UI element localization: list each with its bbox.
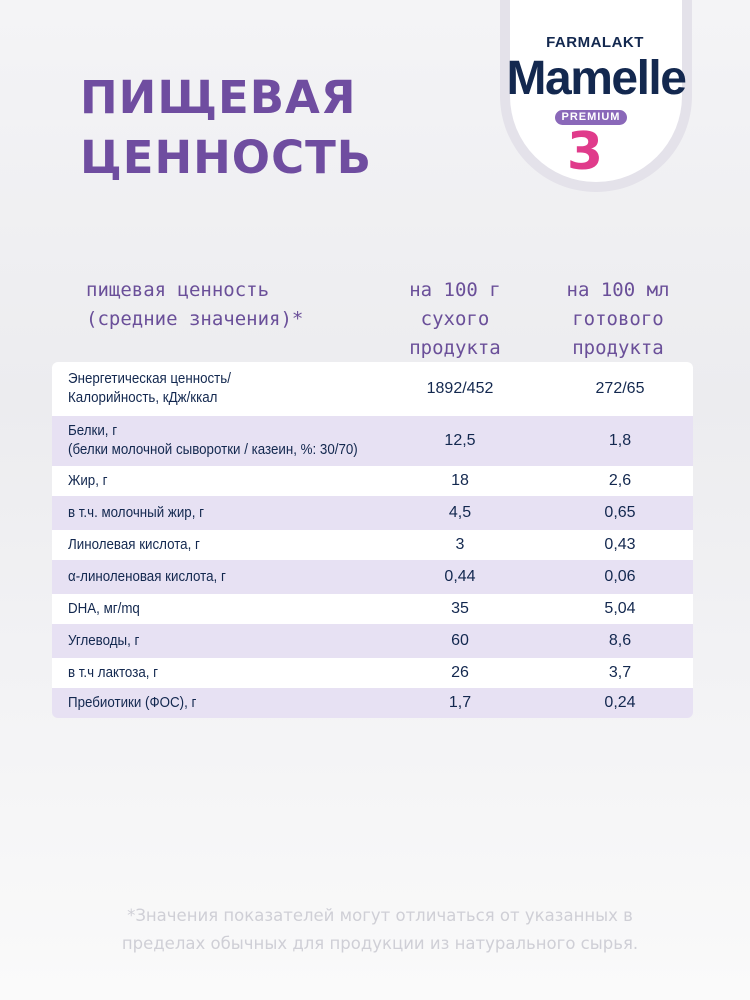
row-value-ready: 8,6 — [608, 632, 632, 649]
row-value-dry: 1892/452 — [426, 380, 494, 397]
footnote-line-2: пределах обычных для продукции из натурального сырья. — [121, 934, 639, 953]
row-value-dry: 1,7 — [448, 694, 472, 711]
table-row — [52, 466, 693, 496]
brand-maker: FARMALAKT — [546, 34, 644, 51]
page-title — [80, 68, 372, 188]
row-value-ready: 0,06 — [604, 568, 636, 585]
brand-logo-name: Mamelle — [506, 52, 686, 105]
column-header-label-line-1: пищевая ценность — [86, 279, 270, 301]
row-label-line-1: Белки, г — [68, 423, 118, 439]
table-row — [52, 416, 693, 466]
row-value-dry: 4,5 — [448, 504, 472, 521]
row-value-ready: 2,6 — [608, 472, 632, 489]
row-value-ready: 0,43 — [604, 536, 636, 553]
row-value-ready: 5,04 — [604, 600, 636, 617]
table-row — [52, 560, 693, 594]
row-value-dry: 3 — [455, 536, 465, 553]
brand-tier-label: PREMIUM — [555, 110, 627, 125]
row-label: α-линоленовая кислота, г — [68, 568, 226, 585]
column-header-label-line-2: (средние значения)* — [86, 308, 304, 330]
column-header-dry-line-1: на 100 г — [409, 279, 501, 301]
row-label-line-1: Энергетическая ценность/ — [68, 371, 231, 387]
table-row — [52, 624, 693, 658]
table-row — [52, 594, 693, 624]
table-row — [52, 688, 693, 718]
column-header-label — [86, 276, 303, 334]
nutrition-table — [52, 362, 693, 718]
table-row — [52, 530, 693, 560]
row-label-line-2: Калорийность, кДж/ккал — [68, 390, 218, 406]
row-value-ready: 3,7 — [608, 664, 632, 681]
row-value-dry: 12,5 — [444, 432, 476, 449]
row-label: в т.ч лактоза, г — [68, 664, 159, 681]
page-title-line-2: ЦЕННОСТЬ — [80, 131, 373, 184]
row-value-ready: 1,8 — [608, 432, 632, 449]
footnote-line-1: *Значения показателей могут отличаться от указанных в — [127, 906, 633, 925]
row-label: Жир, г — [68, 472, 108, 489]
column-header-ready-line-2: готового продукта — [572, 308, 664, 359]
row-value-dry: 0,44 — [444, 568, 476, 585]
column-header-dry-line-2: сухого продукта — [409, 308, 501, 359]
column-header-ready — [528, 276, 708, 363]
row-value-dry: 60 — [451, 632, 469, 649]
table-row — [52, 658, 693, 688]
table-row — [52, 496, 693, 530]
row-label: Линолевая кислота, г — [68, 536, 200, 553]
page-title-line-1: ПИЩЕВАЯ — [80, 71, 357, 124]
row-value-dry: 26 — [451, 664, 469, 681]
row-label — [68, 416, 358, 466]
row-label: Пребиотики (ФОС), г — [68, 694, 197, 711]
row-value-dry: 35 — [451, 600, 469, 617]
row-label: в т.ч. молочный жир, г — [68, 504, 204, 521]
row-label: DHA, мг/mq — [68, 600, 140, 617]
row-value-ready: 0,65 — [604, 504, 636, 521]
column-header-ready-line-1: на 100 мл — [566, 279, 670, 301]
column-header-dry — [370, 276, 540, 363]
row-label-line-2: (белки молочной сыворотки / казеин, %: 30/70) — [68, 442, 358, 458]
footnote — [60, 902, 700, 958]
brand-stage-number: 3 — [566, 122, 604, 182]
row-label: Углеводы, г — [68, 632, 140, 649]
row-label — [68, 362, 231, 416]
row-value-ready: 0,24 — [604, 694, 636, 711]
row-value-ready: 272/65 — [595, 380, 645, 397]
table-row — [52, 362, 693, 416]
row-value-dry: 18 — [451, 472, 469, 489]
